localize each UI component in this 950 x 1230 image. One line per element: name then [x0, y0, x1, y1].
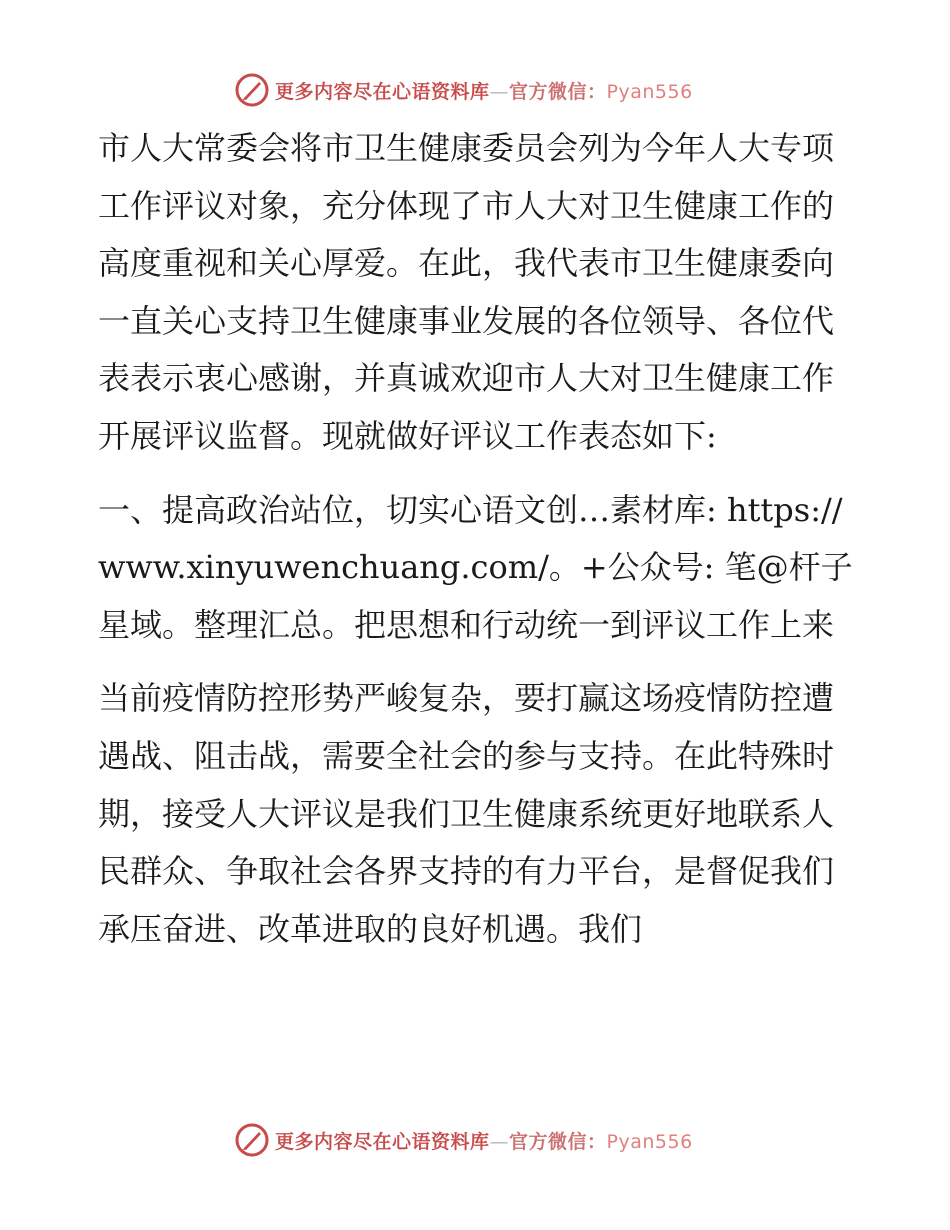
banner-brand: 更多内容尽在心语资料库	[275, 80, 490, 103]
document-body	[98, 120, 858, 958]
paragraph-3: 当前疫情防控形势严峻复杂，要打赢这场疫情防控遭遇战、阻击战，需要全社会的参与支持。在此特殊时期，接受人大评议是我们卫生健康系统更好地联系人民群众、争取社会各界支持的有力平台，是督促我们承压奋进、改革进取的良好机遇。我们	[98, 679, 835, 948]
quill-pen-badge-icon	[235, 1123, 269, 1157]
banner-handle: Pyan556	[606, 1130, 693, 1153]
header-watermark	[0, 70, 950, 110]
banner-label: 官方微信：	[509, 1130, 607, 1153]
banner-separator: —	[489, 80, 510, 103]
paragraph-1: 市人大常委会将市卫生健康委员会列为今年人大专项工作评议对象，充分体现了市人大对卫生健康工作的高度重视和关心厚爱。在此，我代表市卫生健康委向一直关心支持卫生健康事业发展的各位领导、各位代表表示衷心感谢，并真诚欢迎市人大对卫生健康工作开展评议监督。现就做好评议工作表态如下:	[98, 129, 835, 455]
banner-label: 官方微信：	[509, 80, 607, 103]
footer-watermark	[0, 1120, 950, 1160]
quill-pen-badge-icon	[235, 73, 269, 107]
banner-brand: 更多内容尽在心语资料库	[275, 1130, 490, 1153]
banner-separator: —	[489, 1130, 510, 1153]
paragraph-2: 一、提高政治站位，切实心语文创…素材库: https://www.xinyuwenchuang.com/。+公众号: 笔@杆子星域。整理汇总。把思想和行动统一到评议工作上来	[98, 490, 853, 644]
banner-handle: Pyan556	[606, 80, 693, 103]
